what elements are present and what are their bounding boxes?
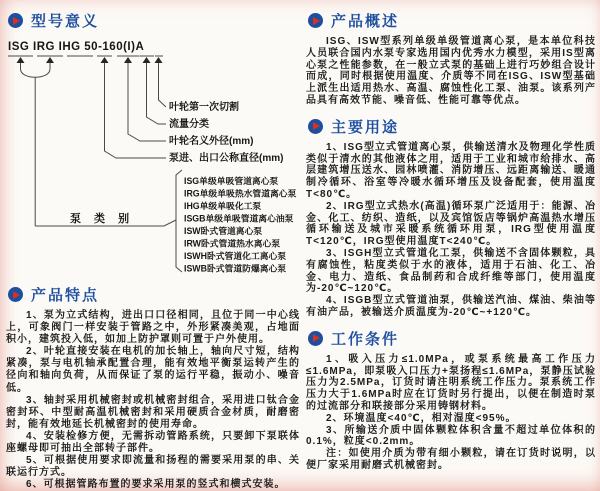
play-triangle-icon	[313, 17, 320, 25]
pump-type-item: ISWB卧式管道防爆离心泵	[184, 263, 287, 274]
usage-item: 3、ISGH型立式管道化工泵，供输送不含固体颗粒，具有腐蚀性，粘度类似于水的液体，适用于石油、化工、冶金、电力、造纸、食品制药和合成纤维等部门，使用温度为-20℃~120℃。	[306, 247, 596, 295]
right-column	[306, 8, 596, 487]
play-triangle-icon	[13, 17, 20, 25]
pump-type-item: IHG单级单吸化工泵	[184, 201, 262, 211]
feature-item: 2、叶轮直接安装在电机的加长轴上，轴向尺寸短，结构紧凑，泵与电机轴承配置合理，能有效地平衡泵运转产生的径向和轴向负荷，从而保证了泵的运行平稳，振动小、噪音低。	[6, 346, 300, 394]
feature-item: 5、可根据使用要求即流量和扬程的需要采用泵的串、关联运行方式。	[6, 455, 300, 479]
usage-title: 主要用途	[331, 118, 400, 136]
usage-item: 2、IRG型立式热水(高温)循环泵广泛适用于：能源、冶金、化工、纺织、造纸，以及宾馆饭店等锅炉高温热水增压循环输送及城市采暖系统循环用泵，IRG型使用温度T<120℃，IRG型使用温度T<240℃。	[306, 200, 596, 248]
left-column	[6, 8, 300, 491]
pump-type-item: ISG单级单吸管道离心泵	[184, 176, 279, 186]
play-icon	[308, 331, 323, 346]
feature-item: 6、可根据管路布置的要求采用泵的竖式和横式安装。	[26, 479, 286, 491]
play-icon	[308, 13, 323, 28]
feature-item: 3、轴封采用机械密封或机械密封组合，采用进口钛合金密封环、中型耐高温机械密封和采用硬质合金材质，耐磨密封，能有效地延长机械密封的使用寿命。	[6, 394, 300, 430]
model-code-diagram	[6, 36, 302, 280]
callout-flow-class: 流量分类	[169, 119, 209, 130]
usage-item: 4、ISGB型立式管道油泵，供输送汽油、煤油、柴油等有油产品，被输送介质温度为-20℃~+120℃。	[306, 295, 596, 318]
overview-section	[306, 10, 596, 107]
condition-item: 3、所输送介质中固体颗粒体积含量不超过单位体积的0.1%，粒度<0.2mm。	[306, 424, 596, 448]
conditions-note: 注：如使用介质为带有细小颗粒，请在订货时说明，以便厂家采用耐磨式机械密封。	[306, 448, 596, 471]
play-triangle-icon	[13, 291, 20, 299]
pump-category-label: 泵 类 别	[70, 213, 135, 225]
play-icon	[308, 119, 323, 134]
play-icon	[8, 287, 23, 302]
overview-title: 产品概述	[331, 13, 400, 30]
features-title: 产品特点	[31, 287, 100, 304]
up-arrow-icons	[17, 57, 163, 63]
connector-lines	[21, 63, 183, 272]
model-code: ISG IRG IHG 50-160(I)A	[8, 41, 145, 53]
usage-section	[306, 116, 596, 319]
pump-type-item: ISW卧式管道离心泵	[184, 226, 263, 236]
pump-type-item: ISGB单级单吸管道离心油泵	[184, 213, 294, 224]
feature-item: 1、泵为立式结构，进出口口径相同，且位于同一中心线上，可象阀门一样安装于管路之中，外形紧凑美观，占地面积小，建筑投入低，如加上防护罩则可置于户外使用。	[6, 310, 300, 346]
usage-item: 1、ISG型立式管道离心泵，供输送清水及物理化学性质类似于清水的其他液体之用，适用于工业和城市给排水、高层建筑增压送水、园林喷灌、消防增压、远距离输送、暖通制冷循环、浴室等冷暖水循环增压及设备配套，使用温度T<80℃。	[306, 141, 596, 200]
play-triangle-icon	[313, 122, 320, 130]
section-header-usage	[308, 116, 596, 137]
callout-impeller-diameter: 叶轮名义外径(mm)	[169, 136, 254, 147]
pump-type-item: ISWH卧式管道化工离心泵	[184, 251, 287, 261]
feature-item: 4、安装检修方便，无需拆动管路系统，只要卸下泵联体座螺母即可抽出全部转子部件。	[6, 430, 300, 455]
overview-body: ISG、ISW型系列单级单级管道离心泵，是本单位科技人员联合国内水泵专家选用国内优秀水力模型，采用IS型离心泵之性能参数，在一般立式泵的基础上进行巧妙组合设计而成，同时根据使用温度、介质等不同在ISG、ISW型基础上派生出适用热水、高温、腐蚀性化工泵、油泵。该系列产品具有高效节能、噪音低、性能可靠等优点。	[306, 36, 596, 106]
condition-item: 2、环境温度<40℃，相对湿度<95%。	[326, 412, 517, 424]
model-meaning-title: 型号意义	[31, 13, 100, 30]
callout-port-diameter: 泵进、出口公称直径(mm)	[169, 153, 284, 164]
play-icon	[8, 13, 23, 28]
section-header-overview	[308, 10, 596, 31]
section-header-model-meaning	[8, 10, 300, 31]
callout-impeller-first-cut: 叶轮第一次切割	[169, 102, 239, 113]
pump-type-item: IRW卧式管道热水离心泵	[184, 238, 281, 249]
pump-type-item: IRG单级单吸热水管道离心泵	[184, 188, 297, 199]
play-triangle-icon	[313, 334, 320, 342]
section-header-conditions	[308, 328, 596, 349]
conditions-section	[306, 328, 596, 472]
conditions-title: 工作条件	[331, 330, 400, 348]
condition-item: 1、吸入压力≤1.0MPa，或泵系统最高工作压力≤1.6MPa，即泵吸入口压力+泵扬程≤1.6MPa，泵静压试验压力为2.5MPa，订货时请注明系统工作压力。泵系统工作压力大于1.6MPa时应在订货时另行提出，以便在制造时泵的过流部分和联接部分采用铸钢材料。	[306, 353, 596, 412]
section-header-features	[8, 284, 300, 305]
features-section	[6, 284, 300, 491]
